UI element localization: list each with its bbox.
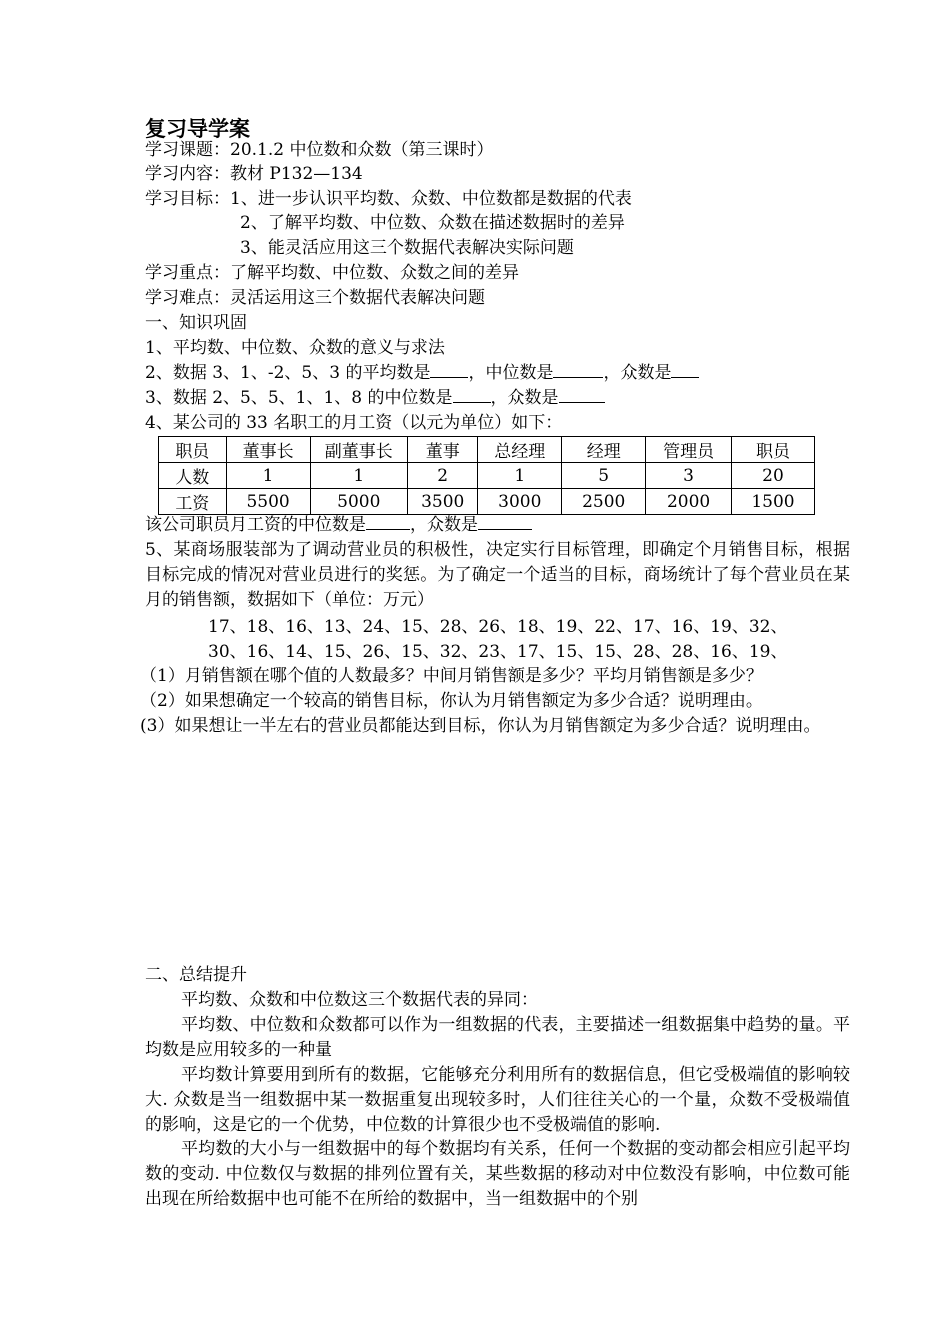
table-cell: 1500 bbox=[732, 489, 815, 515]
answer-blank[interactable] bbox=[430, 361, 468, 378]
table-cell: 1 bbox=[478, 463, 562, 489]
course-line: 学习课题：20.1.2 中位数和众数（第三课时） bbox=[145, 140, 494, 160]
table-cell: 2500 bbox=[562, 489, 646, 515]
goal-line-3: 3、能灵活应用这三个数据代表解决实际问题 bbox=[240, 238, 574, 258]
table-row bbox=[159, 489, 815, 515]
sub-question-2: （2）如果想确定一个较高的销售目标，你认为月销售额定为多少合适？说明理由。 bbox=[140, 691, 763, 711]
table-cell: 管理员 bbox=[646, 437, 732, 463]
section2-heading: 二、总结提升 bbox=[145, 965, 247, 985]
answer-blank[interactable] bbox=[553, 361, 603, 378]
table-cell: 5 bbox=[562, 463, 646, 489]
question-2-text-c: ，众数是 bbox=[603, 363, 672, 383]
summary-paragraph-3: 平均数计算要用到所有的数据，它能够充分利用所有的数据信息，但它受极端值的影响较大. 众数是当一组数据中某一数据重复出现较多时，人们往往关心的一个量，众数不受极端值的影响，这是它的一个优势，中位数的计算很少也不受极端值的影响. bbox=[145, 1065, 850, 1135]
table-cell: 3 bbox=[646, 463, 732, 489]
question-3-text-a: 3、数据 2、5、5、1、1、8 的中位数是 bbox=[145, 388, 453, 408]
table-cell: 2 bbox=[408, 463, 478, 489]
answer-blank[interactable] bbox=[559, 386, 605, 403]
goal-line-1: 学习目标：1、进一步认识平均数、众数、中位数都是数据的代表 bbox=[145, 189, 632, 209]
question-3-text-b: ，众数是 bbox=[490, 388, 559, 408]
document-title: 复习导学案 bbox=[145, 117, 250, 141]
table-cell: 职员 bbox=[159, 437, 227, 463]
table-cell: 3000 bbox=[478, 489, 562, 515]
table-cell: 1 bbox=[310, 463, 408, 489]
section1-heading: 一、知识巩固 bbox=[145, 313, 247, 333]
sub-question-3: (3）如果想让一半左右的营业员都能达到目标，你认为月销售额定为多少合适？说明理由。 bbox=[140, 716, 821, 736]
answer-blank[interactable] bbox=[478, 513, 532, 530]
data-line-1: 17、18、16、13、24、15、28、26、18、19、22、17、16、19、32、 bbox=[208, 617, 788, 637]
table-cell: 董事 bbox=[408, 437, 478, 463]
table-row bbox=[159, 463, 815, 489]
data-line-2: 30、16、14、15、26、15、32、23、17、15、15、28、28、16、19、 bbox=[208, 642, 788, 662]
table-cell: 3500 bbox=[408, 489, 478, 515]
table-cell: 职员 bbox=[732, 437, 815, 463]
question-2-text-a: 2、数据 3、1、-2、5、3 的平均数是 bbox=[145, 363, 431, 383]
answer-blank[interactable] bbox=[366, 513, 410, 530]
answer-blank[interactable] bbox=[453, 386, 491, 403]
table-cell: 20 bbox=[732, 463, 815, 489]
sub-question-1: （1）月销售额在哪个值的人数最多？中间月销售额是多少？平均月销售额是多少？ bbox=[140, 666, 763, 686]
question-4-answer bbox=[145, 513, 532, 537]
question-2 bbox=[145, 361, 699, 385]
key-point-line: 学习重点：了解平均数、中位数、众数之间的差异 bbox=[145, 263, 519, 283]
summary-paragraph-2: 平均数、中位数和众数都可以作为一组数据的代表，主要描述一组数据集中趋势的量。平均数是应用较多的一种量 bbox=[145, 1015, 850, 1060]
salary-table bbox=[158, 436, 815, 515]
question-3 bbox=[145, 386, 605, 410]
question-5: 5、某商场服装部为了调动营业员的积极性，决定实行目标管理，即确定个月销售目标，根据目标完成的情况对营业员进行的奖惩。为了确定一个适当的目标，商场统计了每个营业员在某月的销售额，数据如下（单位：万元） bbox=[145, 540, 850, 610]
question-4-text-a: 该公司职员月工资的中位数是 bbox=[145, 515, 366, 535]
content-line: 学习内容：教材 P132—134 bbox=[145, 164, 363, 184]
goal-line-2: 2、了解平均数、中位数、众数在描述数据时的差异 bbox=[240, 213, 625, 233]
table-cell: 1 bbox=[226, 463, 310, 489]
table-cell: 经理 bbox=[562, 437, 646, 463]
question-4-text-b: ，众数是 bbox=[410, 515, 478, 535]
table-cell: 人数 bbox=[159, 463, 227, 489]
table-cell: 2000 bbox=[646, 489, 732, 515]
summary-paragraph-1: 平均数、众数和中位数这三个数据代表的异同： bbox=[181, 990, 538, 1010]
table-cell: 工资 bbox=[159, 489, 227, 515]
question-4: 4、某公司的 33 名职工的月工资（以元为单位）如下： bbox=[145, 413, 563, 433]
table-cell: 总经理 bbox=[478, 437, 562, 463]
table-cell: 5000 bbox=[310, 489, 408, 515]
answer-blank[interactable] bbox=[671, 361, 699, 378]
table-row bbox=[159, 437, 815, 463]
question-1: 1、平均数、中位数、众数的意义与求法 bbox=[145, 338, 445, 358]
table-cell: 5500 bbox=[226, 489, 310, 515]
table-cell: 副董事长 bbox=[310, 437, 408, 463]
question-2-text-b: ，中位数是 bbox=[468, 363, 554, 383]
table-cell: 董事长 bbox=[226, 437, 310, 463]
summary-paragraph-4: 平均数的大小与一组数据中的每个数据均有关系，任何一个数据的变动都会相应引起平均数的变动. 中位数仅与数据的排列位置有关，某些数据的移动对中位数没有影响，中位数可能出现在所给数据中也可能不在所给的数据中，当一组数据中的个别 bbox=[145, 1139, 850, 1209]
difficulty-line: 学习难点：灵活运用这三个数据代表解决问题 bbox=[145, 288, 485, 308]
